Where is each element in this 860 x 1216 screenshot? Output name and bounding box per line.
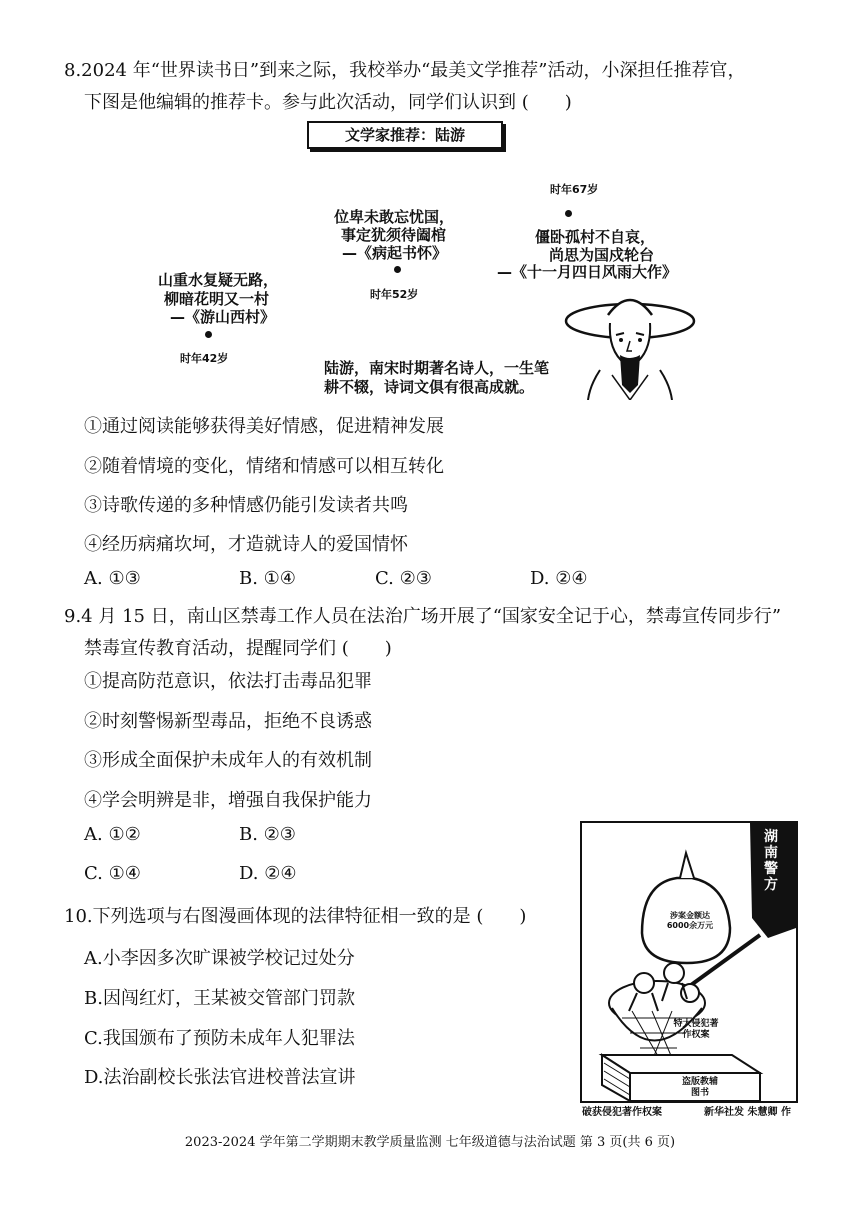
q9-option-d[interactable]: D. ②④ — [239, 863, 297, 884]
q8-option-d[interactable]: D. ②④ — [530, 568, 588, 589]
timeline-dot — [205, 331, 212, 338]
q8-statement-4: ④经历病痛坎坷，才造就诗人的爱国情怀 — [84, 534, 408, 555]
poem-52-line1: 位卑未敢忘忧国， — [334, 208, 455, 226]
timeline-dot — [565, 210, 572, 217]
q8-statement-1: ①通过阅读能够获得美好情感，促进精神发展 — [84, 416, 444, 437]
q8-statement-3: ③诗歌传递的多种情感仍能引发读者共鸣 — [84, 495, 408, 516]
poem-67-line2: 尚思为国戍轮台 — [549, 246, 655, 264]
q8-option-a[interactable]: A. ①③ — [84, 568, 141, 589]
poem-42-source: —《游山西村》 — [170, 308, 276, 326]
timeline-dot — [394, 266, 401, 273]
q10-option-a[interactable]: A.小李因多次旷课被学校记过处分 — [84, 948, 355, 969]
q9-option-c[interactable]: C. ①④ — [84, 863, 141, 884]
police-label: 湖南警方 — [764, 829, 778, 893]
comic-caption-right: 新华社发 朱慧卿 作 — [704, 1107, 791, 1118]
q8-option-b[interactable]: B. ①④ — [239, 568, 296, 589]
q8-stem-line1: 8.2024 年“世界读书日”到来之际，我校举办“最美文学推荐”活动，小深担任推荐官， — [64, 60, 746, 81]
q9-statement-3: ③形成全面保护未成年人的有效机制 — [84, 750, 372, 771]
poem-52-line2: 事定犹须待阖棺 — [341, 226, 447, 244]
q9-statement-2: ②时刻警惕新型毒品，拒绝不良诱惑 — [84, 711, 372, 732]
q9-option-b[interactable]: B. ②③ — [239, 824, 296, 845]
q9-stem-line1: 9.4 月 15 日，南山区禁毒工作人员在法治广场开展了“国家安全记于心，禁毒宣传同步行” — [64, 606, 782, 627]
poem-42-line2: 柳暗花明又一村 — [164, 290, 270, 308]
poem-42-line1: 山重水复疑无路， — [158, 271, 279, 289]
bio-line2: 耕不辍，诗词文俱有很高成就。 — [324, 378, 535, 396]
poem-age-52: 时年52岁 — [370, 288, 419, 301]
q9-statement-1: ①提高防范意识，依法打击毒品犯罪 — [84, 671, 372, 692]
q9-statement-4: ④学会明辨是非，增强自我保护能力 — [84, 790, 372, 811]
recommendation-card-title: 文学家推荐：陆游 — [307, 121, 503, 149]
net-label: 特大侵犯著作权案 — [673, 1019, 719, 1040]
poem-67-source: —《十一月四日风雨大作》 — [497, 263, 678, 281]
q8-stem-line2: 下图是他编辑的推荐卡。参与此次活动，同学们认识到 ( ) — [84, 92, 572, 113]
q10-stem: 10.下列选项与右图漫画体现的法律特征相一致的是 ( ) — [64, 906, 527, 927]
q9-stem-line2: 禁毒宣传教育活动，提醒同学们 ( ) — [84, 638, 392, 659]
poem-67-line1: 僵卧孤村不自哀， — [535, 228, 656, 246]
q8-statement-2: ②随着情境的变化，情绪和情感可以相互转化 — [84, 456, 444, 477]
law-comic — [580, 821, 798, 1103]
books-label: 盗版教辅图书 — [681, 1077, 718, 1098]
bio-line1: 陆游，南宋时期著名诗人，一生笔 — [324, 359, 550, 377]
poem-52-source: —《病起书怀》 — [342, 244, 448, 262]
comic-caption-left: 破获侵犯著作权案 — [582, 1107, 662, 1118]
poem-age-42: 时年42岁 — [180, 352, 229, 365]
q10-option-c[interactable]: C.我国颁布了预防未成年人犯罪法 — [84, 1028, 355, 1049]
poem-age-67: 时年67岁 — [550, 183, 599, 196]
q10-option-b[interactable]: B.因闯红灯，王某被交管部门罚款 — [84, 988, 355, 1009]
q10-option-d[interactable]: D.法治副校长张法官进校普法宣讲 — [84, 1067, 356, 1088]
bag-label: 涉案金额达6000余万元 — [666, 911, 714, 930]
q9-option-a[interactable]: A. ①② — [84, 824, 141, 845]
q8-option-c[interactable]: C. ②③ — [375, 568, 432, 589]
page-footer: 2023-2024 学年第二学期期末教学质量监测 七年级道德与法治试题 第 3 页(共 6 页) — [184, 1135, 676, 1150]
lu-you-portrait — [560, 285, 700, 400]
